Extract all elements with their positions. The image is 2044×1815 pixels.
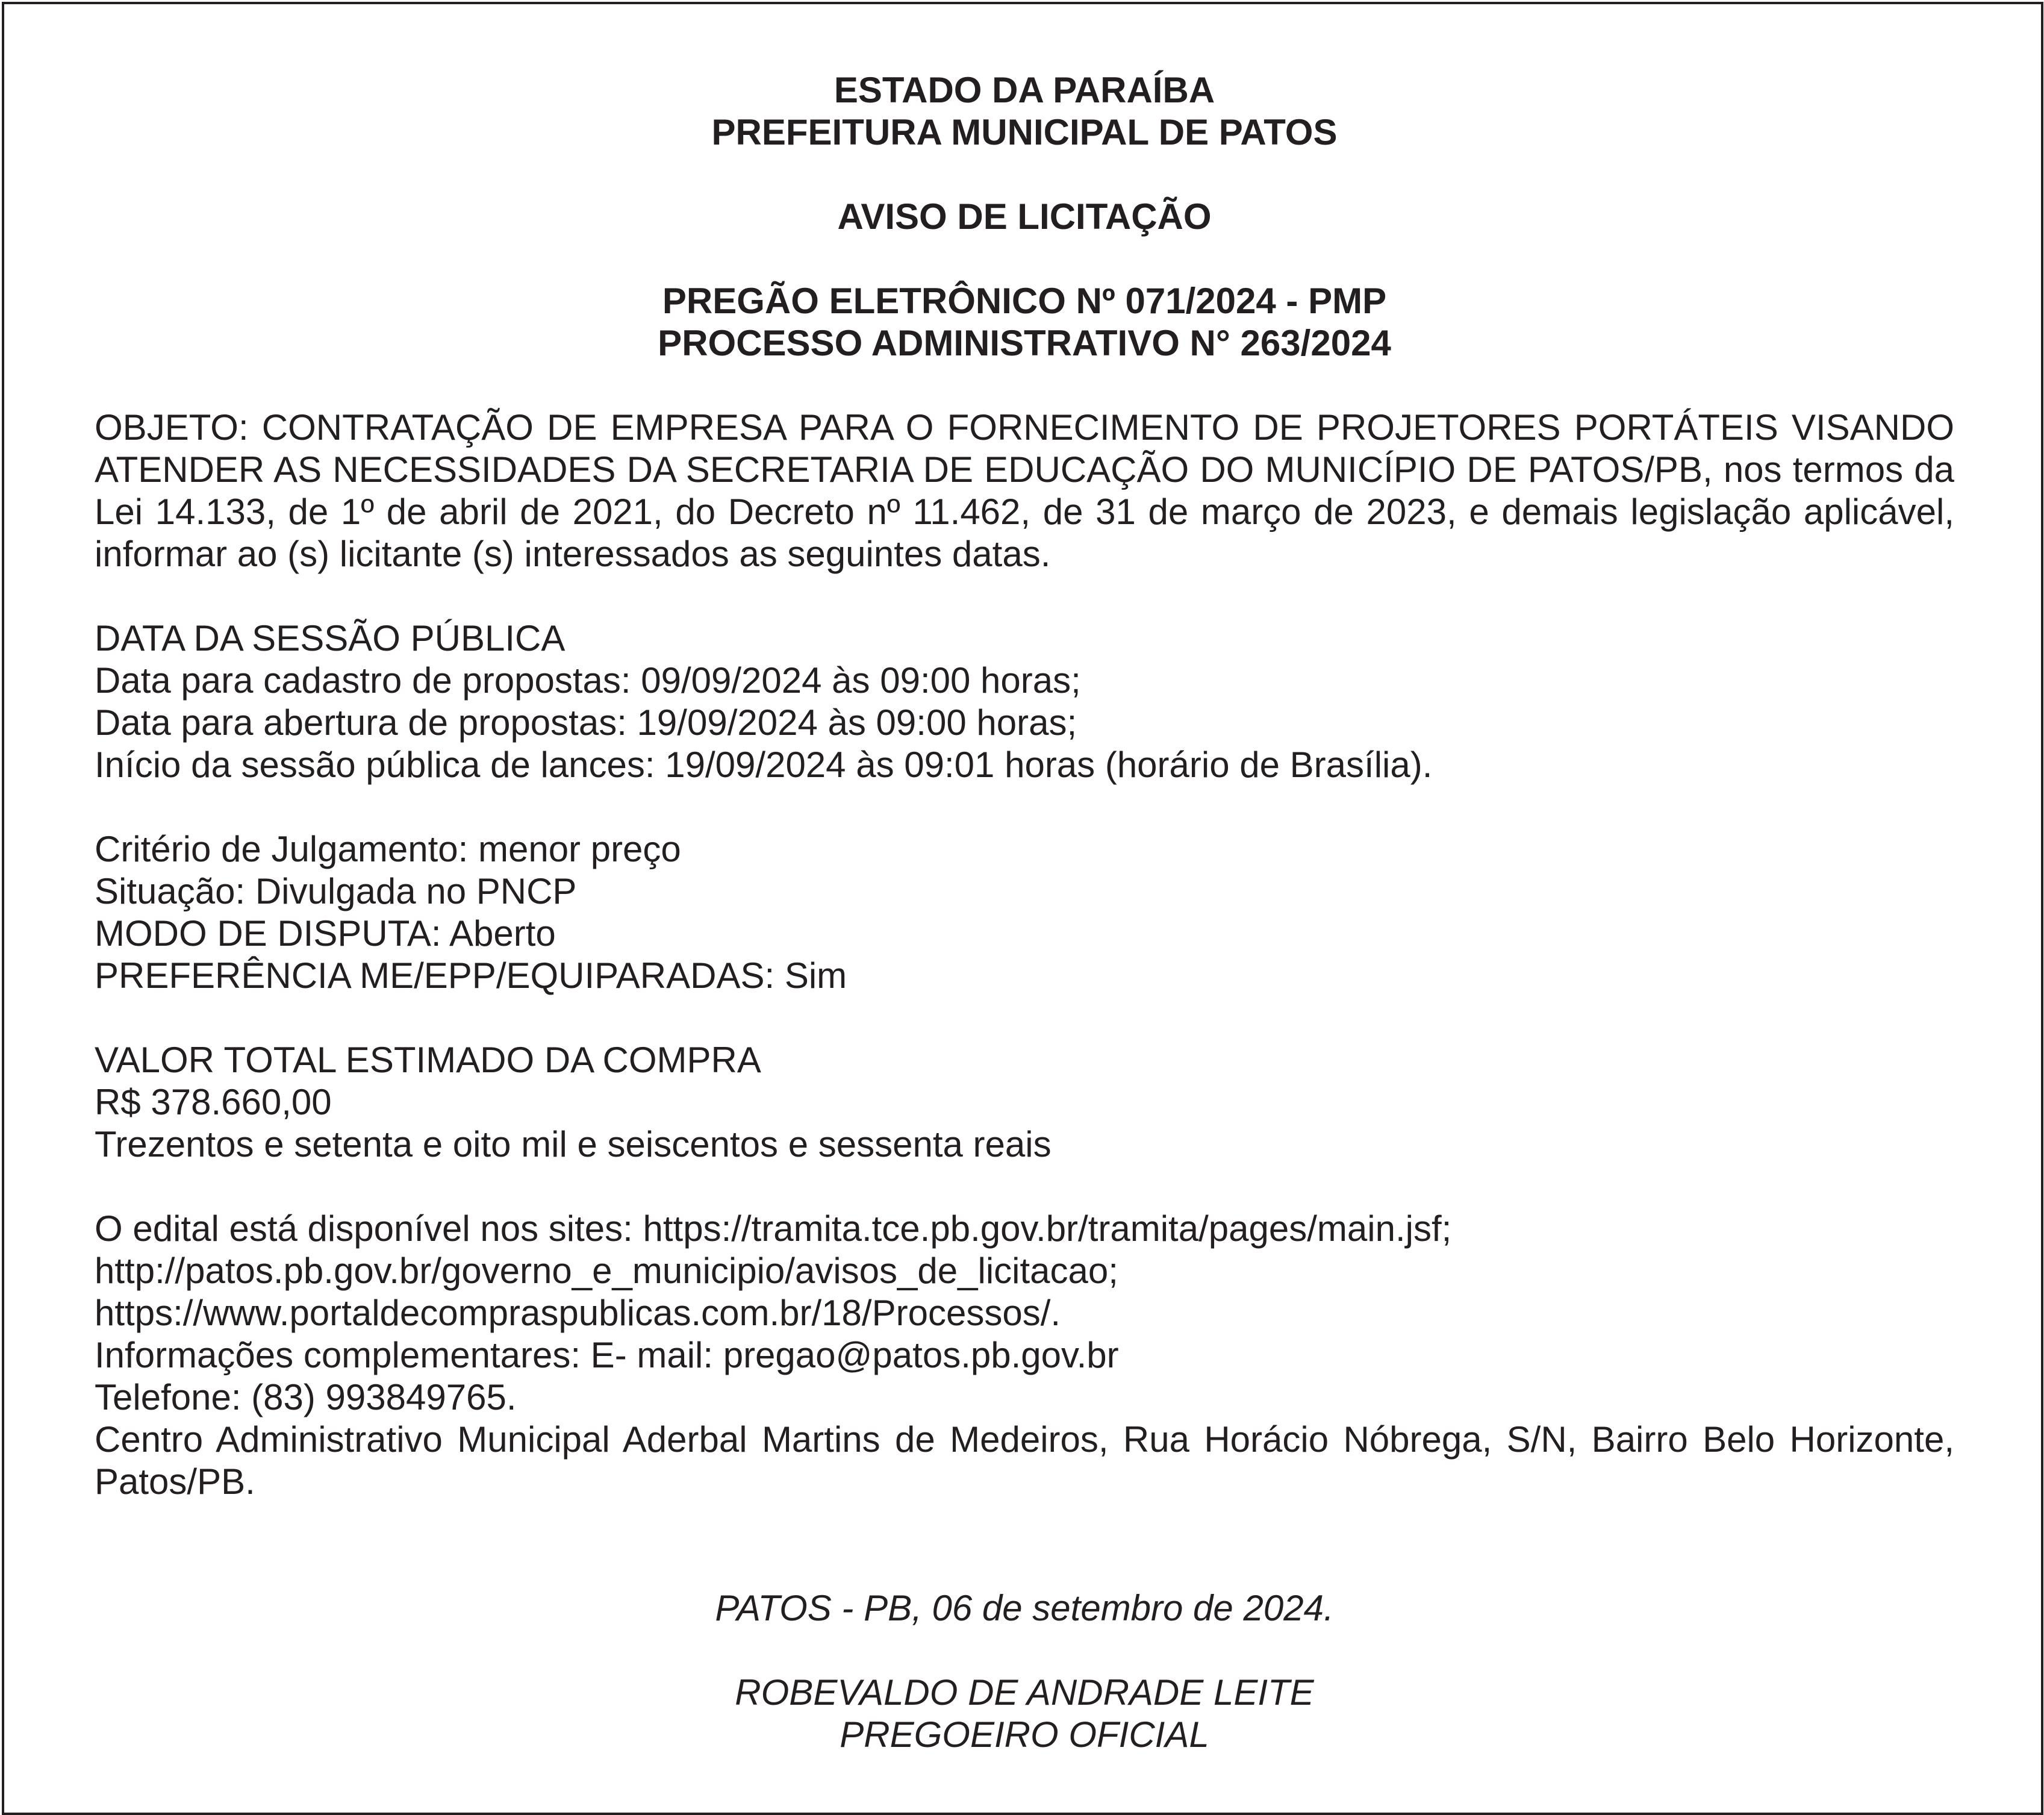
preferencia: PREFERÊNCIA ME/EPP/EQUIPARADAS: Sim [95,955,847,996]
inicio-date: Início da sessão pública de lances: 19/09/2024 às 09:01 horas (horário de Brasília). [95,745,1433,785]
telefone: Telefone: (83) 993849765. [95,1377,517,1417]
modo-disputa: MODO DE DISPUTA: Aberto [95,913,556,954]
julgamento-criterio: Critério de Julgamento: menor preço [95,829,681,869]
signer-name: ROBEVALDO DE ANDRADE LEITE [735,1672,1314,1713]
edital-site-portal: https://www.portaldecompraspublicas.com.br/18/Processos/. [95,1293,1061,1333]
processo-number: PROCESSO ADMINISTRATIVO N° 263/2024 [658,323,1391,363]
objeto-paragraph: OBJETO: CONTRATAÇÃO DE EMPRESA PARA O FORNECIMENTO DE PROJETORES PORTÁTEIS VISANDO ATENDER AS NECESSIDADES DA SECRETARIA DE EDUCAÇÃO DO MUNICÍPIO DE PATOS/PB, nos termos da Lei 14.133, de 1º de abril de 2021, do Decreto nº 11.462, de 31 de março de 2023, e demais legislação aplicável, informar ao (s) licitante (s) interessados as seguintes datas. [95,407,1954,574]
notice-frame [2,2,2043,1815]
notice-header [95,69,1954,364]
valor-heading: VALOR TOTAL ESTIMADO DA COMPRA [95,1040,761,1080]
municipality-name: PREFEITURA MUNICIPAL DE PATOS [711,112,1338,152]
place-date: PATOS - PB, 06 de setembro de 2024. [715,1588,1334,1628]
valor-amount: R$ 378.660,00 [95,1082,332,1122]
state-name: ESTADO DA PARAÍBA [833,70,1215,110]
edital-site-tce: O edital está disponível nos sites: https://tramita.tce.pb.gov.br/tramita/pages/main.jsf; [95,1208,1452,1249]
signer-role: PREGOEIRO OFICIAL [840,1714,1209,1755]
sessao-heading: DATA DA SESSÃO PÚBLICA [95,618,566,658]
email-info: Informações complementares: E- mail: pregao@patos.pb.gov.br [95,1335,1119,1375]
edital-section [95,1208,1954,1503]
pregao-number: PREGÃO ELETRÔNICO Nº 071/2024 - PMP [662,281,1387,321]
valor-section [95,1039,1954,1166]
valor-extenso: Trezentos e setenta e oito mil e seiscentos e sessenta reais [95,1124,1052,1164]
criterios-section [95,828,1954,997]
edital-site-patos: http://patos.pb.gov.br/governo_e_municipio/avisos_de_licitacao; [95,1251,1118,1291]
abertura-date: Data para abertura de propostas: 19/09/2024 às 09:00 horas; [95,702,1077,743]
cadastro-date: Data para cadastro de propostas: 09/09/2024 às 09:00 horas; [95,660,1081,701]
signature-block [95,1587,1954,1756]
notice-content [95,69,1954,1756]
situacao: Situação: Divulgada no PNCP [95,871,577,911]
sessao-section [95,617,1954,786]
endereco: Centro Administrativo Municipal Aderbal Martins de Medeiros, Rua Horácio Nóbrega, S/N, Bairro Belo Horizonte, Patos/PB. [95,1419,1954,1502]
notice-title: AVISO DE LICITAÇÃO [837,196,1212,237]
